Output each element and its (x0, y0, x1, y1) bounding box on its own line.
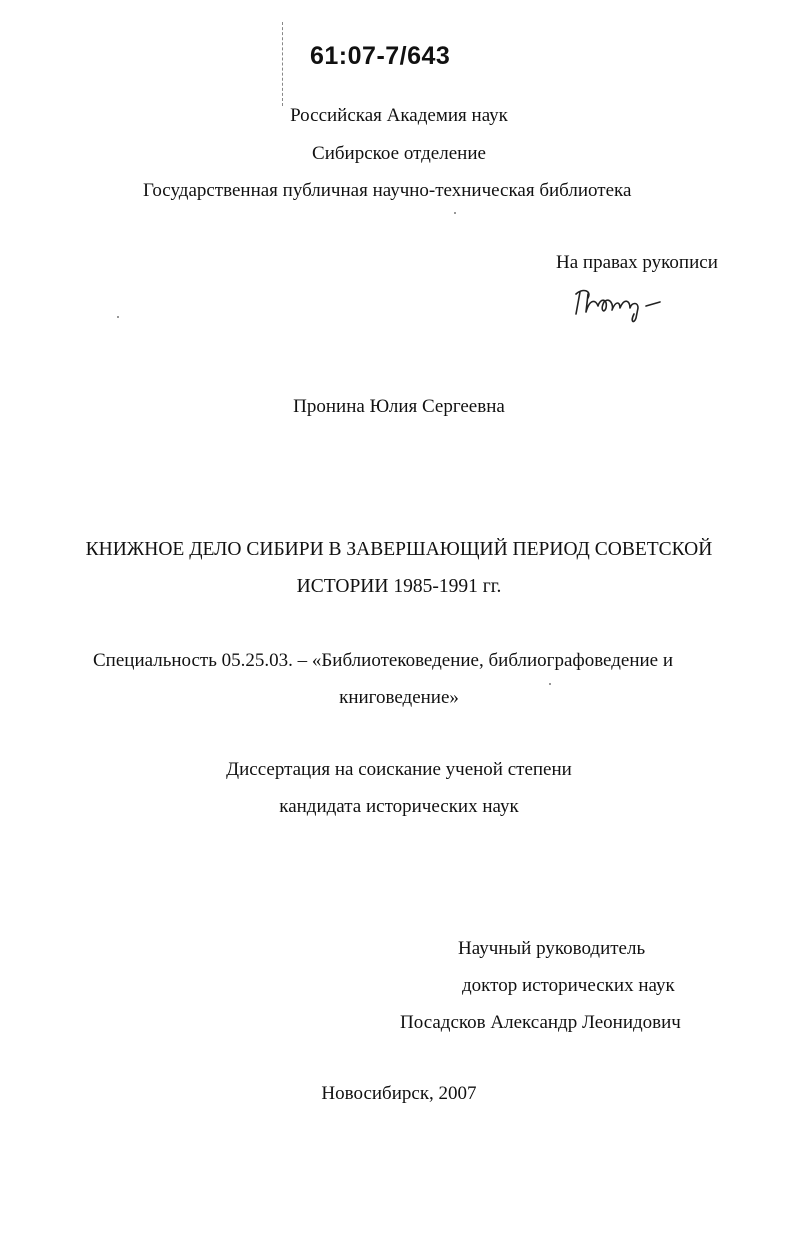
organization-name: Российская Академия наук (290, 105, 508, 126)
title-line-2: ИСТОРИИ 1985-1991 гг. (296, 576, 502, 597)
author-name: Пронина Юлия Сергеевна (293, 396, 505, 417)
scan-speck (117, 316, 119, 318)
dissertation-line-1: Диссертация на соискание ученой степени (226, 759, 572, 780)
title-line-1: КНИЖНОЕ ДЕЛО СИБИРИ В ЗАВЕРШАЮЩИЙ ПЕРИОД СОВЕТСКОЙ (85, 539, 713, 560)
library-name: Государственная публичная научно-техническая библиотека (143, 180, 632, 201)
scan-speck (454, 212, 456, 214)
dissertation-line-2: кандидата исторических наук (279, 796, 519, 817)
division-name: Сибирское отделение (312, 143, 486, 164)
place-year: Новосибирск, 2007 (321, 1083, 477, 1104)
catalog-code: 61:07-7/643 (310, 42, 451, 70)
manuscript-note: На правах рукописи (556, 252, 718, 273)
margin-rule (282, 22, 284, 106)
specialty-line-2: книговедение» (339, 687, 459, 708)
supervisor-degree: доктор исторических наук (462, 975, 675, 996)
supervisor-label: Научный руководитель (458, 938, 646, 959)
signature-image (568, 284, 678, 332)
supervisor-name: Посадсков Александр Леонидович (400, 1012, 681, 1033)
specialty-line-1: Специальность 05.25.03. – «Библиотековедение, библиографоведение и (93, 650, 674, 671)
scan-speck (549, 683, 551, 685)
